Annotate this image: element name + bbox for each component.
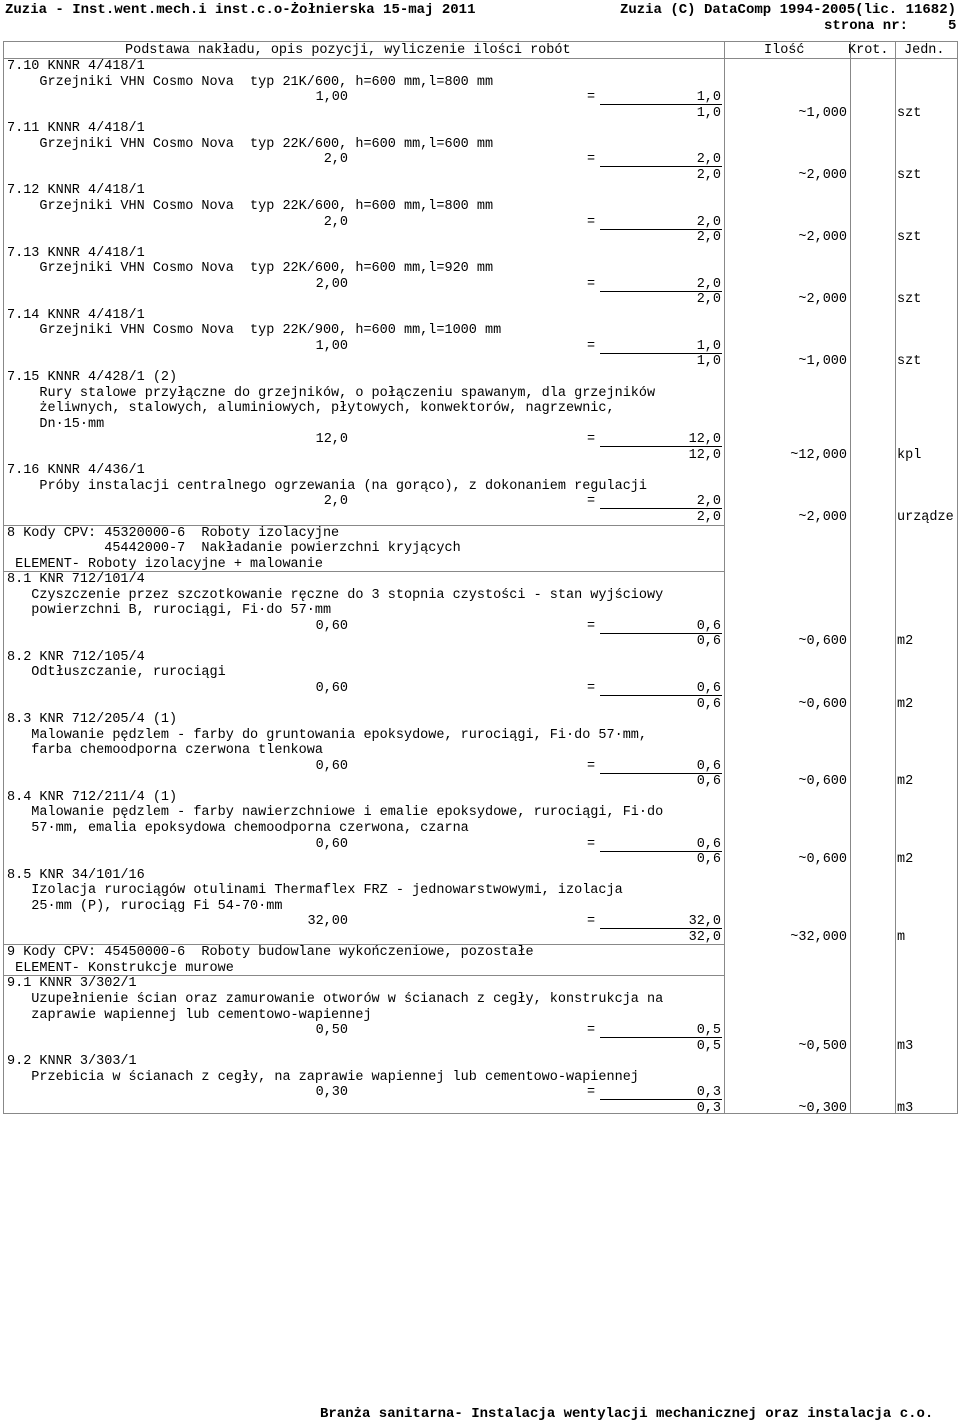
- row-text: Grzejniki VHN Cosmo Nova typ 22K/600, h=600 mm,l=600 mm: [7, 136, 494, 152]
- krot-value: ~1,000: [798, 354, 847, 370]
- row-text: 57·mm, emalia epoksydowa chemoodporna czerwona, czarna: [7, 820, 469, 836]
- unit-value: szt: [897, 292, 922, 308]
- unit-value: m3: [897, 1100, 914, 1116]
- krot-value: ~2,000: [798, 230, 847, 246]
- row-text: 8.2 KNR 712/105/4: [7, 649, 145, 665]
- row-text: powierzchni B, rurociągi, Fi·do 57·mm: [7, 603, 332, 619]
- calc-expression: 32,00: [307, 914, 348, 930]
- calc-result: 0,3: [696, 1085, 721, 1101]
- calc-result: 0,5: [696, 1023, 721, 1039]
- row-text: 7.12 KNNR 4/418/1: [7, 183, 145, 199]
- calc-expression: 0,60: [315, 836, 348, 852]
- calc-result: 0,6: [696, 836, 721, 852]
- calc-equals: =: [587, 338, 596, 354]
- calc-equals: =: [587, 1085, 596, 1101]
- krot-value: ~2,000: [798, 292, 847, 308]
- quantity-total: 2,0: [696, 230, 721, 246]
- row-text: 7.11 KNNR 4/418/1: [7, 121, 145, 137]
- calc-equals: =: [587, 681, 596, 696]
- calc-result: 2,0: [696, 152, 721, 168]
- quantity-total: 12,0: [688, 447, 721, 463]
- calc-equals: =: [587, 214, 596, 230]
- row-text: 45442000-7 Nakładanie powierzchni kryjących: [7, 541, 461, 557]
- column-header-description: Podstawa nakładu, opis pozycji, wyliczenie ilości robót: [125, 43, 571, 58]
- calc-expression: 1,00: [315, 90, 348, 106]
- calc-equals: =: [587, 276, 596, 292]
- row-text: Próby instalacji centralnego ogrzewania (na gorąco), z dokonaniem regulacji: [7, 478, 648, 494]
- krot-value: ~32,000: [790, 929, 847, 945]
- calc-equals: =: [587, 914, 596, 930]
- row-text: ELEMENT- Roboty izolacyjne + malowanie: [7, 556, 323, 572]
- calc-result: 2,0: [696, 276, 721, 292]
- row-text: 8.5 KNR 34/101/16: [7, 867, 145, 883]
- unit-value: m2: [897, 774, 914, 790]
- quantity-total: 2,0: [696, 167, 721, 183]
- calc-result: 1,0: [696, 338, 721, 354]
- krot-value: ~12,000: [790, 447, 847, 463]
- calc-result: 32,0: [688, 914, 721, 930]
- krot-value: ~0,600: [798, 852, 847, 868]
- calc-result: 0,6: [696, 618, 721, 634]
- quantity-total: 0,6: [696, 634, 721, 650]
- column-divider-krot: [850, 41, 851, 1114]
- calc-equals: =: [587, 758, 596, 774]
- row-text: Grzejniki VHN Cosmo Nova typ 22K/900, h=600 mm,l=1000 mm: [7, 323, 502, 339]
- header-copyright: Zuzia (C) DataComp 1994-2005(lic. 11682): [619, 2, 956, 18]
- row-text: zaprawie wapiennej lub cementowo-wapiennej: [7, 1007, 372, 1023]
- column-header-quantity: Ilość: [764, 43, 805, 58]
- row-text: Odtłuszczanie, rurociągi: [7, 665, 226, 681]
- calc-equals: =: [587, 90, 596, 106]
- row-text: 7.13 KNNR 4/418/1: [7, 245, 145, 261]
- calc-result: 0,6: [696, 681, 721, 696]
- calc-equals: =: [587, 432, 596, 448]
- row-text: 9.1 KNNR 3/302/1: [7, 976, 137, 992]
- calc-expression: 0,60: [315, 681, 348, 696]
- calc-result: 2,0: [696, 494, 721, 510]
- quantity-total: 0,6: [696, 774, 721, 790]
- calc-equals: =: [587, 618, 596, 634]
- quantity-total: 0,3: [696, 1100, 721, 1116]
- unit-value: szt: [897, 105, 922, 121]
- row-text: 25·mm (P), rurociąg Fi 54-70·mm: [7, 898, 283, 914]
- calc-result: 2,0: [696, 214, 721, 230]
- calc-expression: 2,0: [323, 152, 348, 168]
- row-text: Grzejniki VHN Cosmo Nova typ 22K/600, h=600 mm,l=920 mm: [7, 261, 494, 277]
- row-text: Grzejniki VHN Cosmo Nova typ 21K/600, h=600 mm,l=800 mm: [7, 74, 494, 90]
- krot-value: ~2,000: [798, 167, 847, 183]
- calc-expression: 1,00: [315, 338, 348, 354]
- krot-value: ~0,300: [798, 1100, 847, 1116]
- calc-result: 0,6: [696, 758, 721, 774]
- calc-expression: 2,0: [323, 494, 348, 510]
- quantity-total: 0,6: [696, 696, 721, 712]
- calc-equals: =: [587, 152, 596, 168]
- calc-expression: 0,60: [315, 758, 348, 774]
- quantity-total: 1,0: [696, 354, 721, 370]
- row-text: 8.4 KNR 712/211/4 (1): [7, 789, 178, 805]
- page-number-label: strona nr:: [824, 18, 909, 34]
- unit-value: szt: [897, 167, 922, 183]
- calc-result: 1,0: [696, 90, 721, 106]
- calc-expression: 0,60: [315, 618, 348, 634]
- calc-expression: 2,0: [323, 214, 348, 230]
- row-text: 9.2 KNNR 3/303/1: [7, 1054, 137, 1070]
- row-text: 7.10 KNNR 4/418/1: [7, 59, 145, 74]
- quantity-total: 2,0: [696, 509, 721, 525]
- krot-value: ~0,600: [798, 634, 847, 650]
- column-divider-unit: [895, 41, 896, 1114]
- row-text: 8.1 KNR 712/101/4: [7, 572, 145, 588]
- unit-value: m3: [897, 1038, 914, 1054]
- header-title: Zuzia - Inst.went.mech.i inst.c.o-Żołnierska 15-maj 2011: [5, 2, 476, 18]
- unit-value: kpl: [897, 447, 922, 463]
- quantity-total: 2,0: [696, 292, 721, 308]
- row-text: Dn·15·mm: [7, 416, 105, 432]
- row-text: 7.16 KNNR 4/436/1: [7, 463, 145, 479]
- column-header-krot: Krot.: [848, 43, 889, 58]
- row-text: 9 Kody CPV: 45450000-6 Roboty budowlane wykończeniowe, pozostałe: [7, 945, 534, 961]
- row-text: Izolacja rurociągów otulinami Thermaflex FRZ - jednowarstwowymi, izolacja: [7, 883, 623, 899]
- krot-value: ~0,600: [798, 696, 847, 712]
- page-number: 5: [948, 18, 957, 34]
- krot-value: ~0,600: [798, 774, 847, 790]
- row-text: farba chemoodporna czerwona tlenkowa: [7, 743, 323, 759]
- row-text: Malowanie pędzlem - farby do gruntowania epoksydowe, rurociągi, Fi·do 57·mm,: [7, 727, 648, 743]
- row-text: Przebicia w ścianach z cegły, na zaprawie wapiennej lub cementowo-wapiennej: [7, 1069, 639, 1085]
- unit-value: szt: [897, 354, 922, 370]
- calc-expression: 0,30: [315, 1085, 348, 1101]
- row-text: Rury stalowe przyłączne do grzejników, o połączeniu spawanym, dla grzejników: [7, 385, 656, 401]
- calc-equals: =: [587, 1023, 596, 1039]
- row-text: Uzupełnienie ścian oraz zamurowanie otworów w ścianach z cegły, konstrukcja na: [7, 992, 664, 1007]
- calc-expression: 2,00: [315, 276, 348, 292]
- row-text: Czyszczenie przez szczotkowanie ręczne do 3 stopnia czystości - stan wyjściowy: [7, 587, 664, 603]
- unit-value: urządze: [897, 509, 954, 525]
- krot-value: ~2,000: [798, 509, 847, 525]
- column-header-unit: Jedn.: [904, 43, 945, 58]
- page-footer: Branża sanitarna- Instalacja wentylacji mechanicznej oraz instalacja c.o.: [320, 1406, 934, 1422]
- unit-value: m2: [897, 852, 914, 868]
- row-text: Grzejniki VHN Cosmo Nova typ 22K/600, h=600 mm,l=800 mm: [7, 198, 494, 214]
- quantity-total: 0,6: [696, 852, 721, 868]
- row-text: żeliwnych, stalowych, aluminiowych, płytowych, konwektorów, nagrzewnic,: [7, 401, 615, 417]
- quantity-total: 32,0: [688, 929, 721, 945]
- unit-value: m2: [897, 696, 914, 712]
- krot-value: ~0,500: [798, 1038, 847, 1054]
- quantity-total: 1,0: [696, 105, 721, 121]
- row-text: 8 Kody CPV: 45320000-6 Roboty izolacyjne: [7, 525, 340, 541]
- quantity-total: 0,5: [696, 1038, 721, 1054]
- row-text: ELEMENT- Konstrukcje murowe: [7, 960, 234, 976]
- column-divider-quantity: [724, 41, 725, 1114]
- row-text: 8.3 KNR 712/205/4 (1): [7, 712, 178, 728]
- row-text: 7.14 KNNR 4/418/1: [7, 307, 145, 323]
- unit-value: m2: [897, 634, 914, 650]
- krot-value: ~1,000: [798, 105, 847, 121]
- calc-result: 12,0: [688, 432, 721, 448]
- row-text: Malowanie pędzlem - farby nawierzchniowe i emalie epoksydowe, rurociągi, Fi·do: [7, 805, 664, 821]
- calc-equals: =: [587, 836, 596, 852]
- calc-expression: 0,50: [315, 1023, 348, 1039]
- calc-equals: =: [587, 494, 596, 510]
- unit-value: szt: [897, 230, 922, 246]
- row-text: 7.15 KNNR 4/428/1 (2): [7, 370, 178, 385]
- unit-value: m: [897, 929, 906, 945]
- calc-expression: 12,0: [315, 432, 348, 448]
